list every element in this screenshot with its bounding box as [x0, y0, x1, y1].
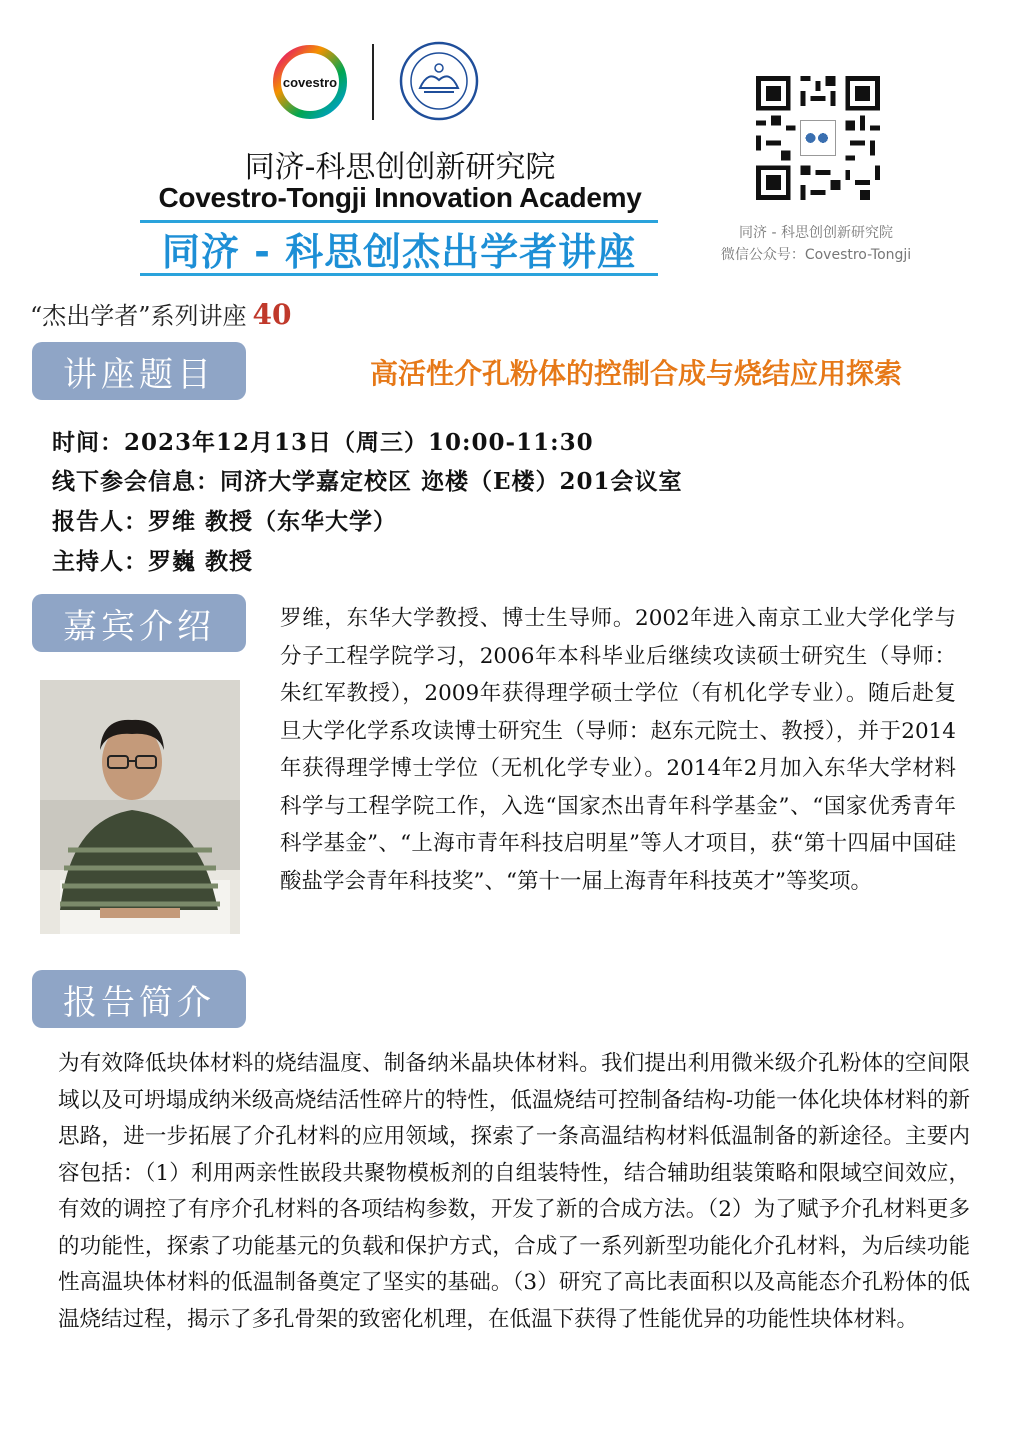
section-tab-abstract: 报告简介 — [32, 970, 246, 1028]
section-tab-topic: 讲座题目 — [32, 342, 246, 400]
lecture-time: 时间：2023年12月13日（周三）10:00-11:30 — [52, 429, 594, 456]
tongji-university-seal — [398, 40, 480, 122]
qr-caption — [702, 222, 930, 266]
lecture-speaker: 报告人：罗维 教授（东华大学） — [52, 508, 398, 535]
lecture-host: 主持人：罗巍 教授 — [52, 548, 254, 575]
lecture-title: 高活性介孔粉体的控制合成与烧结应用探索 — [369, 357, 902, 390]
section-tab-guest: 嘉宾介绍 — [32, 594, 246, 652]
academy-name-cn: 同济-科思创创新研究院 — [244, 150, 556, 185]
speaker-bio: 罗维，东华大学教授、博士生导师。2002年进入南京工业大学化学与分子工程学院学习，2006年本科毕业后继续攻读硕士研究生（导师：朱红军教授），2009年获得理学硕士学位（有机化学专业）。随后赴复旦大学化学系攻读博士研究生（导师：赵东元院士、教授），并于2014年获得理学博士学位（无机化学专业）。2014年2月加入东华大学材料科学与工程学院工作，入选“国家杰出青年科学基金”、“国家优秀青年科学基金”、“上海市青年科技启明星”等人才项目，获“第十四届中国硅酸盐学会青年科技奖”、“第十一届上海青年科技英才”等奖项。 — [280, 606, 956, 894]
series-label — [30, 296, 292, 331]
svg-text:covestro: covestro — [282, 75, 338, 90]
lecture-venue: 线下参会信息：同济大学嘉定校区 迩楼（E楼）201会议室 — [52, 468, 683, 495]
series-number: 40 — [252, 298, 292, 331]
wechat-qr-code[interactable] — [756, 76, 880, 200]
qr-caption-line1: 同济 - 科思创创新研究院 — [739, 225, 893, 241]
qr-caption-line2: 微信公众号：Covestro-Tongji — [720, 247, 912, 263]
series-label-text: “杰出学者”系列讲座 — [30, 302, 247, 330]
lecture-banner: 同济 - 科思创杰出学者讲座 — [140, 220, 658, 276]
covestro-logo — [272, 44, 348, 120]
abstract-text: 为有效降低块体材料的烧结温度、制备纳米晶块体材料。我们提出利用微米级介孔粉体的空间限域以及可坍塌成纳米级高烧结活性碎片的特性，低温烧结可控制备结构-功能一体化块体材料的新思路，进一步拓展了介孔材料的应用领域，探索了一条高温结构材料低温制备的新途径。主要内容包括：（1）利用两亲性嵌段共聚物模板剂的自组装特性，结合辅助组装策略和限域空间效应，有效的调控了有序介孔材料的各项结构参数，开发了新的合成方法。（2）为了赋予介孔材料更多的功能性，探索了功能基元的负载和保护方式，合成了一系列新型功能化介孔材料，为后续功能性高温块体材料的低温制备奠定了坚实的基础。（3）研究了高比表面积以及高能态介孔粉体的低温烧结过程，揭示了多孔骨架的致密化机理，在低温下获得了性能优异的功能性块体材料。 — [58, 1051, 970, 1332]
logo-divider — [372, 44, 374, 120]
academy-name-en: Covestro-Tongji Innovation Academy — [158, 182, 642, 213]
speaker-photo — [40, 680, 240, 934]
